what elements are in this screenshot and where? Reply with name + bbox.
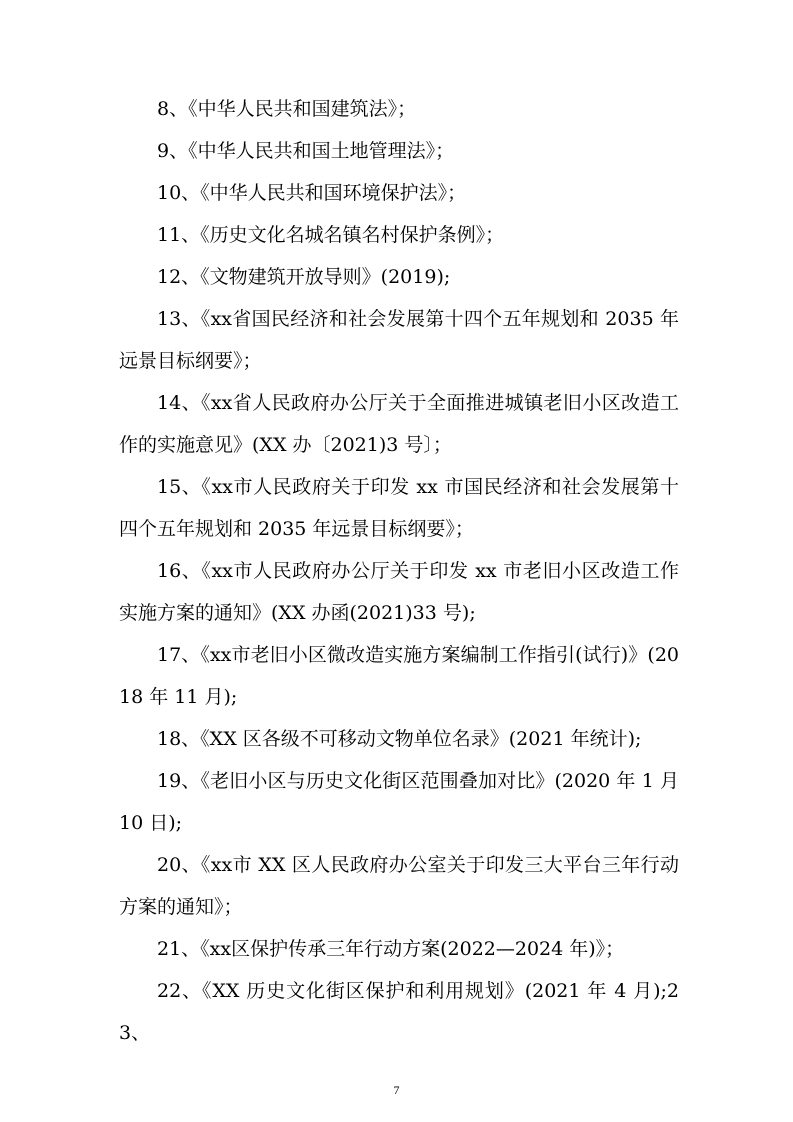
list-item: 11、《历史文化名城名镇名村保护条例》；	[157, 224, 505, 246]
list-item: 8、《中华人民共和国建筑法》；	[157, 98, 417, 120]
list-item: 19、《老旧小区与历史文化街区范围叠加对比》(2020 年 1 月 10 日);	[119, 770, 679, 834]
list-item: 13、《xx省国民经济和社会发展第十四个五年规划和 2035 年远景目标纲要》；	[119, 308, 679, 372]
list-item: 17、《xx市老旧小区微改造实施方案编制工作指引(试行)》(2018 年 11 月);	[119, 644, 679, 708]
list-item: 12、《文物建筑开放导则》(2019);	[157, 266, 451, 288]
list-item: 22、《XX 历史文化街区保护和利用规划》(2021 年 4 月);23、	[119, 980, 679, 1044]
list-item: 10、《中华人民共和国环境保护法》；	[157, 182, 467, 204]
list-item: 18、《XX 区各级不可移动文物单位名录》(2021 年统计);	[157, 728, 642, 750]
list-item: 9、《中华人民共和国土地管理法》；	[157, 140, 455, 162]
list-item: 15、《xx市人民政府关于印发 xx 市国民经济和社会发展第十四个五年规划和 2035 年远景目标纲要》；	[119, 476, 679, 540]
list-item: 14、《xx省人民政府办公厅关于全面推进城镇老旧小区改造工作的实施意见》(XX 办〔2021)3 号〕；	[119, 392, 679, 456]
page-number: 7	[393, 1083, 400, 1097]
list-item: 20、《xx市 XX 区人民政府办公室关于印发三大平台三年行动方案的通知》；	[119, 854, 679, 918]
list-item: 16、《xx市人民政府办公厅关于印发 xx 市老旧小区改造工作实施方案的通知》(XX 办函(2021)33 号);	[119, 560, 679, 624]
list-item: 21、《xx区保护传承三年行动方案(2022—2024 年)》；	[157, 938, 625, 960]
